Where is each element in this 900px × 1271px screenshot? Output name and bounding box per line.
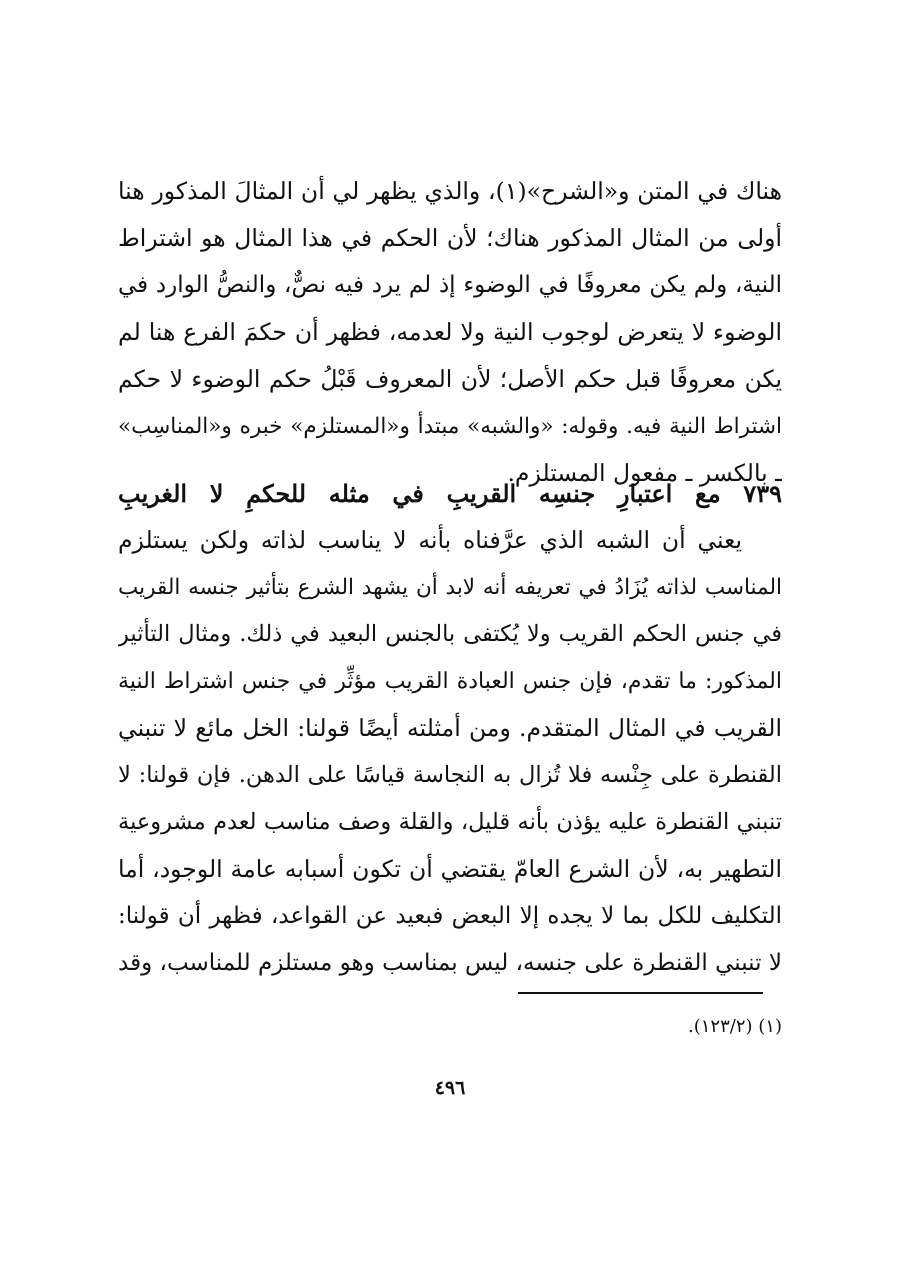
paragraph-2-line: في جنس الحكم القريب ولا يُكتفى بالجنس البعيد في ذلك. ومثال التأثير [118,621,782,647]
paragraph-2 [118,517,782,987]
paragraph-2-line: المذكور: ما تقدم، فإن جنس العبادة القريب مؤثِّر في جنس اشتراط النية [118,669,782,694]
paragraph-1-line: اشتراط النية فيه. وقوله: «والشبه» مبتدأ و«المستلزم» خبره و«المناسِب» [118,414,782,439]
paragraph-2-line: التكليف للكل بما لا يجده إلا البعض فبعيد عن القواعد، فظهر أن قولنا: [118,903,782,929]
paragraph-1-line: ـ بالكسر ـ مفعول المستلزم. [507,459,782,487]
paragraph-2-line: يعني أن الشبه الذي عرَّفناه بأنه لا يناسب لذاته ولكن يستلزم [118,526,742,554]
paragraph-2-line: القنطرة على جِنْسه فلا تُزال به النجاسة قياسًا على الدهن. فإن قولنا: لا [118,762,782,788]
verse-heading [118,470,782,517]
paragraph-1-line: أولى من المثال المذكور هناك؛ لأن الحكم في هذا المثال هو اشتراط [118,224,782,252]
page-number: ٤٩٦ [434,1077,466,1099]
paragraph-1-line: يكن معروفًا قبل حكم الأصل؛ لأن المعروف قَبْلُ حكم الوضوء لا حكم [118,365,782,393]
paragraph-2-line: لا تنبني القنطرة على جنسه، ليس بمناسب وهو مستلزم للمناسب، وقد [118,950,782,976]
paragraph-2-line: القريب في المثال المتقدم. ومن أمثلته أيضًا قولنا: الخل مائع لا تنبني [118,714,782,742]
footnote: (١) (١٢٣/٢). [688,1016,782,1037]
paragraph-2-line: المناسب لذاته يُزَادُ في تعريفه أنه لابد أن يشهد الشرع بتأثير جنسه القريب [118,575,782,600]
verse-heading-text: ٧٣٩ مع اعتبارِ جنسِه القريبِ في مثله للحكمِ لا الغريبِ [118,479,782,508]
paragraph-2-line: تنبني القنطرة عليه يؤذن بأنه قليل، والقلة وصف مناسب لعدم مشروعية [118,809,782,835]
paragraph-1-line: النية، ولم يكن معروفًا في الوضوء إذ لم يرد فيه نصٌّ، والنصُّ الوارد في [118,272,782,298]
paragraph-1 [118,168,782,497]
footnote-divider [518,992,763,994]
paragraph-1-line: الوضوء لا يتعرض لوجوب النية ولا لعدمه، فظهر أن حكمَ الفرع هنا لم [118,318,782,346]
paragraph-2-line: التطهير به، لأن الشرع العامّ يقتضي أن تكون أسبابه عامة الوجود، أما [118,855,782,883]
paragraph-1-line: هناك في المتن و«الشرح»(١)، والذي يظهر لي أن المثالَ المذكور هنا [118,177,782,205]
